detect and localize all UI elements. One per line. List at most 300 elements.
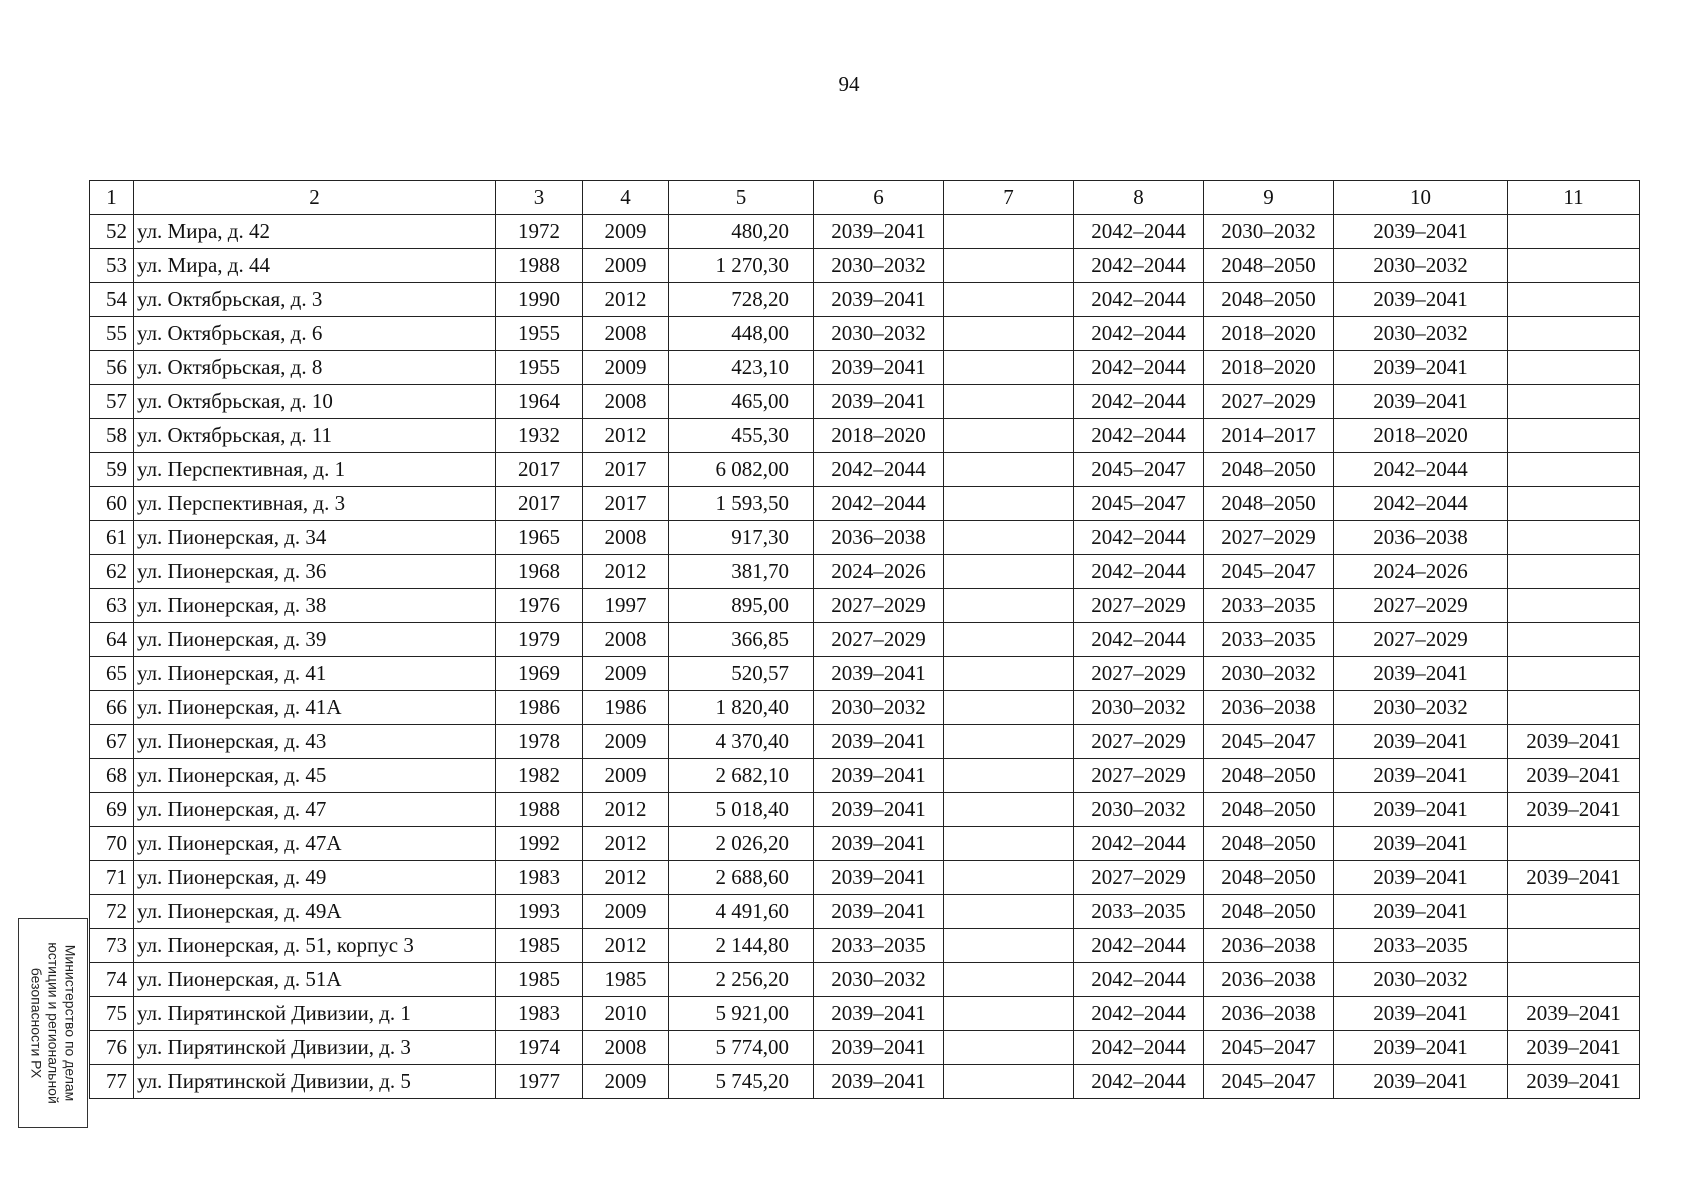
table-row	[90, 725, 1640, 759]
table-cell-col-6: 2042–2044	[814, 453, 944, 487]
table-cell-col-11: 2039–2041	[1508, 793, 1640, 827]
table-cell-col-6: 2030–2032	[814, 317, 944, 351]
table-cell-col-10: 2030–2032	[1334, 317, 1508, 351]
schedule-table-wrap	[89, 180, 1640, 1099]
table-cell-col-11	[1508, 691, 1640, 725]
column-header-9: 9	[1204, 181, 1334, 215]
table-cell-col-2: ул. Октябрьская, д. 8	[134, 351, 496, 385]
column-header-8: 8	[1074, 181, 1204, 215]
table-cell-col-6: 2018–2020	[814, 419, 944, 453]
table-cell-col-10: 2030–2032	[1334, 963, 1508, 997]
table-cell-col-2: ул. Пионерская, д. 45	[134, 759, 496, 793]
table-row	[90, 827, 1640, 861]
table-cell-col-10: 2039–2041	[1334, 827, 1508, 861]
table-cell-col-1: 77	[90, 1065, 134, 1099]
table-cell-col-4: 2009	[583, 759, 669, 793]
registration-stamp	[18, 918, 88, 1128]
table-cell-col-10: 2033–2035	[1334, 929, 1508, 963]
table-cell-col-10: 2039–2041	[1334, 283, 1508, 317]
table-cell-col-11	[1508, 351, 1640, 385]
table-cell-col-9: 2048–2050	[1204, 793, 1334, 827]
table-cell-col-2: ул. Пирятинской Дивизии, д. 3	[134, 1031, 496, 1065]
table-cell-col-7	[944, 317, 1074, 351]
table-row	[90, 793, 1640, 827]
table-cell-col-11	[1508, 317, 1640, 351]
table-cell-col-3: 1932	[496, 419, 583, 453]
table-cell-col-7	[944, 283, 1074, 317]
table-cell-col-8: 2042–2044	[1074, 1031, 1204, 1065]
page-number: 94	[838, 72, 860, 96]
table-cell-col-4: 2009	[583, 725, 669, 759]
table-cell-col-1: 73	[90, 929, 134, 963]
table-cell-col-4: 1985	[583, 963, 669, 997]
table-cell-col-2: ул. Октябрьская, д. 6	[134, 317, 496, 351]
table-cell-col-7	[944, 249, 1074, 283]
table-cell-col-2: ул. Октябрьская, д. 11	[134, 419, 496, 453]
table-cell-col-6: 2039–2041	[814, 1031, 944, 1065]
table-cell-col-7	[944, 1031, 1074, 1065]
table-cell-col-2: ул. Пионерская, д. 51, корпус 3	[134, 929, 496, 963]
table-cell-col-4: 2012	[583, 555, 669, 589]
table-cell-col-10: 2039–2041	[1334, 657, 1508, 691]
table-cell-col-9: 2048–2050	[1204, 861, 1334, 895]
table-cell-col-7	[944, 827, 1074, 861]
table-cell-col-5: 2 256,20	[669, 963, 814, 997]
table-cell-col-10: 2039–2041	[1334, 351, 1508, 385]
table-cell-col-4: 2017	[583, 487, 669, 521]
table-cell-col-10: 2039–2041	[1334, 861, 1508, 895]
table-cell-col-5: 917,30	[669, 521, 814, 555]
table-cell-col-6: 2039–2041	[814, 759, 944, 793]
column-header-5: 5	[669, 181, 814, 215]
table-cell-col-4: 2009	[583, 1065, 669, 1099]
table-cell-col-8: 2027–2029	[1074, 725, 1204, 759]
table-row	[90, 657, 1640, 691]
column-header-4: 4	[583, 181, 669, 215]
table-cell-col-4: 2017	[583, 453, 669, 487]
table-cell-col-4: 2012	[583, 827, 669, 861]
table-cell-col-9: 2045–2047	[1204, 555, 1334, 589]
table-cell-col-8: 2027–2029	[1074, 861, 1204, 895]
table-cell-col-11	[1508, 555, 1640, 589]
table-cell-col-1: 64	[90, 623, 134, 657]
table-cell-col-5: 1 270,30	[669, 249, 814, 283]
table-row	[90, 623, 1640, 657]
column-header-1: 1	[90, 181, 134, 215]
table-cell-col-9: 2027–2029	[1204, 521, 1334, 555]
table-row	[90, 861, 1640, 895]
table-cell-col-8: 2042–2044	[1074, 215, 1204, 249]
table-cell-col-6: 2042–2044	[814, 487, 944, 521]
table-cell-col-10: 2042–2044	[1334, 453, 1508, 487]
table-cell-col-10: 2030–2032	[1334, 249, 1508, 283]
table-cell-col-3: 1983	[496, 997, 583, 1031]
table-cell-col-3: 1988	[496, 793, 583, 827]
table-cell-col-6: 2039–2041	[814, 997, 944, 1031]
table-cell-col-1: 74	[90, 963, 134, 997]
table-cell-col-7	[944, 521, 1074, 555]
column-header-10: 10	[1334, 181, 1508, 215]
table-cell-col-6: 2030–2032	[814, 691, 944, 725]
table-cell-col-9: 2048–2050	[1204, 453, 1334, 487]
table-cell-col-5: 5 774,00	[669, 1031, 814, 1065]
table-cell-col-9: 2018–2020	[1204, 317, 1334, 351]
table-cell-col-1: 57	[90, 385, 134, 419]
table-cell-col-2: ул. Мира, д. 44	[134, 249, 496, 283]
table-cell-col-11	[1508, 283, 1640, 317]
table-cell-col-5: 480,20	[669, 215, 814, 249]
table-row	[90, 997, 1640, 1031]
table-cell-col-5: 2 688,60	[669, 861, 814, 895]
table-cell-col-1: 75	[90, 997, 134, 1031]
table-row	[90, 521, 1640, 555]
table-row	[90, 249, 1640, 283]
table-cell-col-4: 2012	[583, 419, 669, 453]
repair-schedule-table	[89, 180, 1640, 1099]
table-cell-col-5: 366,85	[669, 623, 814, 657]
table-cell-col-10: 2039–2041	[1334, 895, 1508, 929]
table-cell-col-11	[1508, 895, 1640, 929]
table-cell-col-4: 1997	[583, 589, 669, 623]
table-cell-col-2: ул. Пионерская, д. 39	[134, 623, 496, 657]
table-cell-col-2: ул. Перспективная, д. 3	[134, 487, 496, 521]
table-cell-col-8: 2027–2029	[1074, 657, 1204, 691]
table-cell-col-4: 2012	[583, 929, 669, 963]
table-cell-col-2: ул. Октябрьская, д. 10	[134, 385, 496, 419]
table-cell-col-10: 2027–2029	[1334, 623, 1508, 657]
table-cell-col-9: 2036–2038	[1204, 691, 1334, 725]
table-cell-col-1: 56	[90, 351, 134, 385]
table-cell-col-6: 2039–2041	[814, 793, 944, 827]
table-body	[90, 215, 1640, 1099]
table-cell-col-3: 1977	[496, 1065, 583, 1099]
table-row	[90, 453, 1640, 487]
table-cell-col-4: 2012	[583, 861, 669, 895]
table-cell-col-7	[944, 861, 1074, 895]
table-cell-col-4: 2008	[583, 521, 669, 555]
table-cell-col-1: 67	[90, 725, 134, 759]
table-cell-col-6: 2027–2029	[814, 589, 944, 623]
table-cell-col-3: 1988	[496, 249, 583, 283]
table-cell-col-11	[1508, 487, 1640, 521]
table-cell-col-7	[944, 963, 1074, 997]
table-cell-col-9: 2030–2032	[1204, 215, 1334, 249]
table-cell-col-6: 2039–2041	[814, 1065, 944, 1099]
table-cell-col-1: 53	[90, 249, 134, 283]
table-cell-col-1: 55	[90, 317, 134, 351]
table-cell-col-6: 2039–2041	[814, 657, 944, 691]
table-cell-col-1: 76	[90, 1031, 134, 1065]
table-cell-col-9: 2045–2047	[1204, 725, 1334, 759]
table-cell-col-2: ул. Пионерская, д. 38	[134, 589, 496, 623]
table-cell-col-7	[944, 929, 1074, 963]
table-cell-col-3: 1985	[496, 963, 583, 997]
table-cell-col-5: 1 593,50	[669, 487, 814, 521]
table-cell-col-1: 66	[90, 691, 134, 725]
table-cell-col-4: 2008	[583, 317, 669, 351]
table-cell-col-11	[1508, 453, 1640, 487]
table-cell-col-1: 63	[90, 589, 134, 623]
table-cell-col-11	[1508, 215, 1640, 249]
table-cell-col-8: 2033–2035	[1074, 895, 1204, 929]
table-cell-col-2: ул. Мира, д. 42	[134, 215, 496, 249]
table-cell-col-6: 2033–2035	[814, 929, 944, 963]
table-cell-col-7	[944, 657, 1074, 691]
table-cell-col-11	[1508, 419, 1640, 453]
table-cell-col-5: 2 026,20	[669, 827, 814, 861]
table-cell-col-3: 1972	[496, 215, 583, 249]
table-cell-col-7	[944, 487, 1074, 521]
table-cell-col-1: 69	[90, 793, 134, 827]
table-cell-col-3: 1983	[496, 861, 583, 895]
table-cell-col-7	[944, 555, 1074, 589]
table-cell-col-11	[1508, 827, 1640, 861]
table-cell-col-9: 2014–2017	[1204, 419, 1334, 453]
table-cell-col-5: 6 082,00	[669, 453, 814, 487]
table-cell-col-3: 1992	[496, 827, 583, 861]
column-header-3: 3	[496, 181, 583, 215]
table-cell-col-11	[1508, 521, 1640, 555]
table-cell-col-6: 2039–2041	[814, 283, 944, 317]
table-cell-col-2: ул. Перспективная, д. 1	[134, 453, 496, 487]
table-cell-col-8: 2042–2044	[1074, 351, 1204, 385]
table-row	[90, 555, 1640, 589]
table-cell-col-9: 2045–2047	[1204, 1031, 1334, 1065]
table-cell-col-11	[1508, 929, 1640, 963]
table-cell-col-2: ул. Пионерская, д. 49А	[134, 895, 496, 929]
table-cell-col-5: 2 144,80	[669, 929, 814, 963]
table-cell-col-11: 2039–2041	[1508, 861, 1640, 895]
table-cell-col-4: 1986	[583, 691, 669, 725]
table-cell-col-5: 895,00	[669, 589, 814, 623]
table-cell-col-2: ул. Пионерская, д. 47А	[134, 827, 496, 861]
table-cell-col-3: 1968	[496, 555, 583, 589]
table-cell-col-4: 2012	[583, 793, 669, 827]
table-cell-col-7	[944, 623, 1074, 657]
table-cell-col-2: ул. Октябрьская, д. 3	[134, 283, 496, 317]
table-cell-col-8: 2030–2032	[1074, 793, 1204, 827]
table-cell-col-5: 5 018,40	[669, 793, 814, 827]
table-cell-col-4: 2009	[583, 351, 669, 385]
table-cell-col-9: 2030–2032	[1204, 657, 1334, 691]
table-cell-col-8: 2042–2044	[1074, 283, 1204, 317]
table-row	[90, 895, 1640, 929]
table-cell-col-8: 2042–2044	[1074, 419, 1204, 453]
table-cell-col-2: ул. Пионерская, д. 49	[134, 861, 496, 895]
table-cell-col-6: 2024–2026	[814, 555, 944, 589]
table-cell-col-1: 65	[90, 657, 134, 691]
table-cell-col-6: 2039–2041	[814, 827, 944, 861]
column-header-2: 2	[134, 181, 496, 215]
table-cell-col-6: 2039–2041	[814, 725, 944, 759]
table-cell-col-5: 2 682,10	[669, 759, 814, 793]
table-cell-col-1: 72	[90, 895, 134, 929]
column-header-7: 7	[944, 181, 1074, 215]
table-row	[90, 317, 1640, 351]
table-row	[90, 487, 1640, 521]
table-cell-col-8: 2042–2044	[1074, 249, 1204, 283]
table-cell-col-10: 2039–2041	[1334, 385, 1508, 419]
table-cell-col-7	[944, 895, 1074, 929]
table-cell-col-3: 1978	[496, 725, 583, 759]
table-cell-col-8: 2042–2044	[1074, 555, 1204, 589]
table-cell-col-9: 2036–2038	[1204, 929, 1334, 963]
table-cell-col-1: 58	[90, 419, 134, 453]
table-cell-col-9: 2027–2029	[1204, 385, 1334, 419]
table-cell-col-8: 2042–2044	[1074, 997, 1204, 1031]
table-cell-col-5: 728,20	[669, 283, 814, 317]
table-cell-col-8: 2042–2044	[1074, 1065, 1204, 1099]
table-cell-col-9: 2048–2050	[1204, 827, 1334, 861]
table-cell-col-10: 2018–2020	[1334, 419, 1508, 453]
table-cell-col-9: 2036–2038	[1204, 997, 1334, 1031]
table-cell-col-7	[944, 453, 1074, 487]
table-cell-col-11: 2039–2041	[1508, 1065, 1640, 1099]
table-cell-col-1: 62	[90, 555, 134, 589]
table-cell-col-11	[1508, 589, 1640, 623]
table-cell-col-6: 2030–2032	[814, 249, 944, 283]
table-cell-col-4: 2009	[583, 895, 669, 929]
table-row	[90, 283, 1640, 317]
table-row	[90, 351, 1640, 385]
table-cell-col-9: 2048–2050	[1204, 759, 1334, 793]
table-cell-col-7	[944, 419, 1074, 453]
table-cell-col-10: 2024–2026	[1334, 555, 1508, 589]
table-cell-col-8: 2042–2044	[1074, 963, 1204, 997]
table-cell-col-4: 2008	[583, 1031, 669, 1065]
table-cell-col-4: 2009	[583, 657, 669, 691]
table-cell-col-3: 1969	[496, 657, 583, 691]
table-cell-col-4: 2009	[583, 215, 669, 249]
table-cell-col-8: 2042–2044	[1074, 521, 1204, 555]
table-cell-col-10: 2039–2041	[1334, 997, 1508, 1031]
table-cell-col-8: 2027–2029	[1074, 589, 1204, 623]
table-cell-col-7	[944, 725, 1074, 759]
table-cell-col-2: ул. Пионерская, д. 34	[134, 521, 496, 555]
table-cell-col-2: ул. Пионерская, д. 47	[134, 793, 496, 827]
column-header-11: 11	[1508, 181, 1640, 215]
table-cell-col-10: 2039–2041	[1334, 725, 1508, 759]
table-row	[90, 589, 1640, 623]
table-cell-col-1: 59	[90, 453, 134, 487]
table-cell-col-6: 2039–2041	[814, 895, 944, 929]
table-row	[90, 759, 1640, 793]
table-cell-col-3: 1955	[496, 317, 583, 351]
table-cell-col-10: 2039–2041	[1334, 759, 1508, 793]
table-cell-col-6: 2036–2038	[814, 521, 944, 555]
table-cell-col-5: 5 921,00	[669, 997, 814, 1031]
table-cell-col-8: 2027–2029	[1074, 759, 1204, 793]
table-cell-col-1: 61	[90, 521, 134, 555]
table-cell-col-3: 2017	[496, 487, 583, 521]
table-cell-col-5: 520,57	[669, 657, 814, 691]
table-row	[90, 385, 1640, 419]
table-cell-col-10: 2039–2041	[1334, 793, 1508, 827]
table-row	[90, 215, 1640, 249]
table-cell-col-4: 2010	[583, 997, 669, 1031]
table-cell-col-1: 70	[90, 827, 134, 861]
table-cell-col-8: 2042–2044	[1074, 385, 1204, 419]
table-cell-col-5: 1 820,40	[669, 691, 814, 725]
table-cell-col-3: 1964	[496, 385, 583, 419]
table-cell-col-3: 1974	[496, 1031, 583, 1065]
table-row	[90, 1065, 1640, 1099]
column-header-6: 6	[814, 181, 944, 215]
table-cell-col-5: 448,00	[669, 317, 814, 351]
table-cell-col-1: 71	[90, 861, 134, 895]
table-cell-col-3: 1955	[496, 351, 583, 385]
table-cell-col-10: 2036–2038	[1334, 521, 1508, 555]
table-cell-col-7	[944, 351, 1074, 385]
table-cell-col-4: 2009	[583, 249, 669, 283]
table-cell-col-7	[944, 215, 1074, 249]
table-cell-col-5: 381,70	[669, 555, 814, 589]
table-cell-col-8: 2042–2044	[1074, 623, 1204, 657]
table-cell-col-9: 2048–2050	[1204, 895, 1334, 929]
table-cell-col-2: ул. Пионерская, д. 41А	[134, 691, 496, 725]
table-cell-col-4: 2008	[583, 385, 669, 419]
table-cell-col-10: 2039–2041	[1334, 1031, 1508, 1065]
table-cell-col-7	[944, 759, 1074, 793]
table-cell-col-7	[944, 589, 1074, 623]
table-row	[90, 419, 1640, 453]
table-cell-col-3: 1990	[496, 283, 583, 317]
table-cell-col-7	[944, 691, 1074, 725]
table-cell-col-6: 2030–2032	[814, 963, 944, 997]
table-cell-col-2: ул. Пионерская, д. 36	[134, 555, 496, 589]
table-row	[90, 963, 1640, 997]
table-cell-col-1: 68	[90, 759, 134, 793]
table-cell-col-7	[944, 793, 1074, 827]
table-cell-col-11: 2039–2041	[1508, 997, 1640, 1031]
table-row	[90, 1031, 1640, 1065]
table-cell-col-4: 2008	[583, 623, 669, 657]
table-cell-col-9: 2048–2050	[1204, 283, 1334, 317]
table-cell-col-8: 2042–2044	[1074, 827, 1204, 861]
table-cell-col-2: ул. Пионерская, д. 51А	[134, 963, 496, 997]
table-cell-col-10: 2030–2032	[1334, 691, 1508, 725]
table-cell-col-2: ул. Пирятинской Дивизии, д. 1	[134, 997, 496, 1031]
table-cell-col-5: 423,10	[669, 351, 814, 385]
table-cell-col-1: 60	[90, 487, 134, 521]
table-cell-col-7	[944, 385, 1074, 419]
table-cell-col-7	[944, 1065, 1074, 1099]
table-cell-col-3: 1993	[496, 895, 583, 929]
table-cell-col-3: 1979	[496, 623, 583, 657]
stamp-text: Министерство по делам юстиции и региональной безопасности РХ	[28, 942, 79, 1104]
table-cell-col-7	[944, 997, 1074, 1031]
table-cell-col-5: 455,30	[669, 419, 814, 453]
table-cell-col-5: 5 745,20	[669, 1065, 814, 1099]
table-cell-col-3: 1985	[496, 929, 583, 963]
table-cell-col-6: 2039–2041	[814, 215, 944, 249]
table-cell-col-11: 2039–2041	[1508, 1031, 1640, 1065]
table-cell-col-11	[1508, 385, 1640, 419]
table-cell-col-3: 1965	[496, 521, 583, 555]
table-cell-col-9: 2033–2035	[1204, 589, 1334, 623]
table-cell-col-3: 1976	[496, 589, 583, 623]
table-cell-col-9: 2045–2047	[1204, 1065, 1334, 1099]
table-cell-col-11	[1508, 249, 1640, 283]
table-cell-col-9: 2048–2050	[1204, 487, 1334, 521]
table-cell-col-3: 1982	[496, 759, 583, 793]
table-row	[90, 929, 1640, 963]
column-number-row	[90, 181, 1640, 215]
table-cell-col-8: 2030–2032	[1074, 691, 1204, 725]
table-cell-col-11	[1508, 963, 1640, 997]
table-cell-col-10: 2039–2041	[1334, 215, 1508, 249]
table-cell-col-2: ул. Пионерская, д. 43	[134, 725, 496, 759]
